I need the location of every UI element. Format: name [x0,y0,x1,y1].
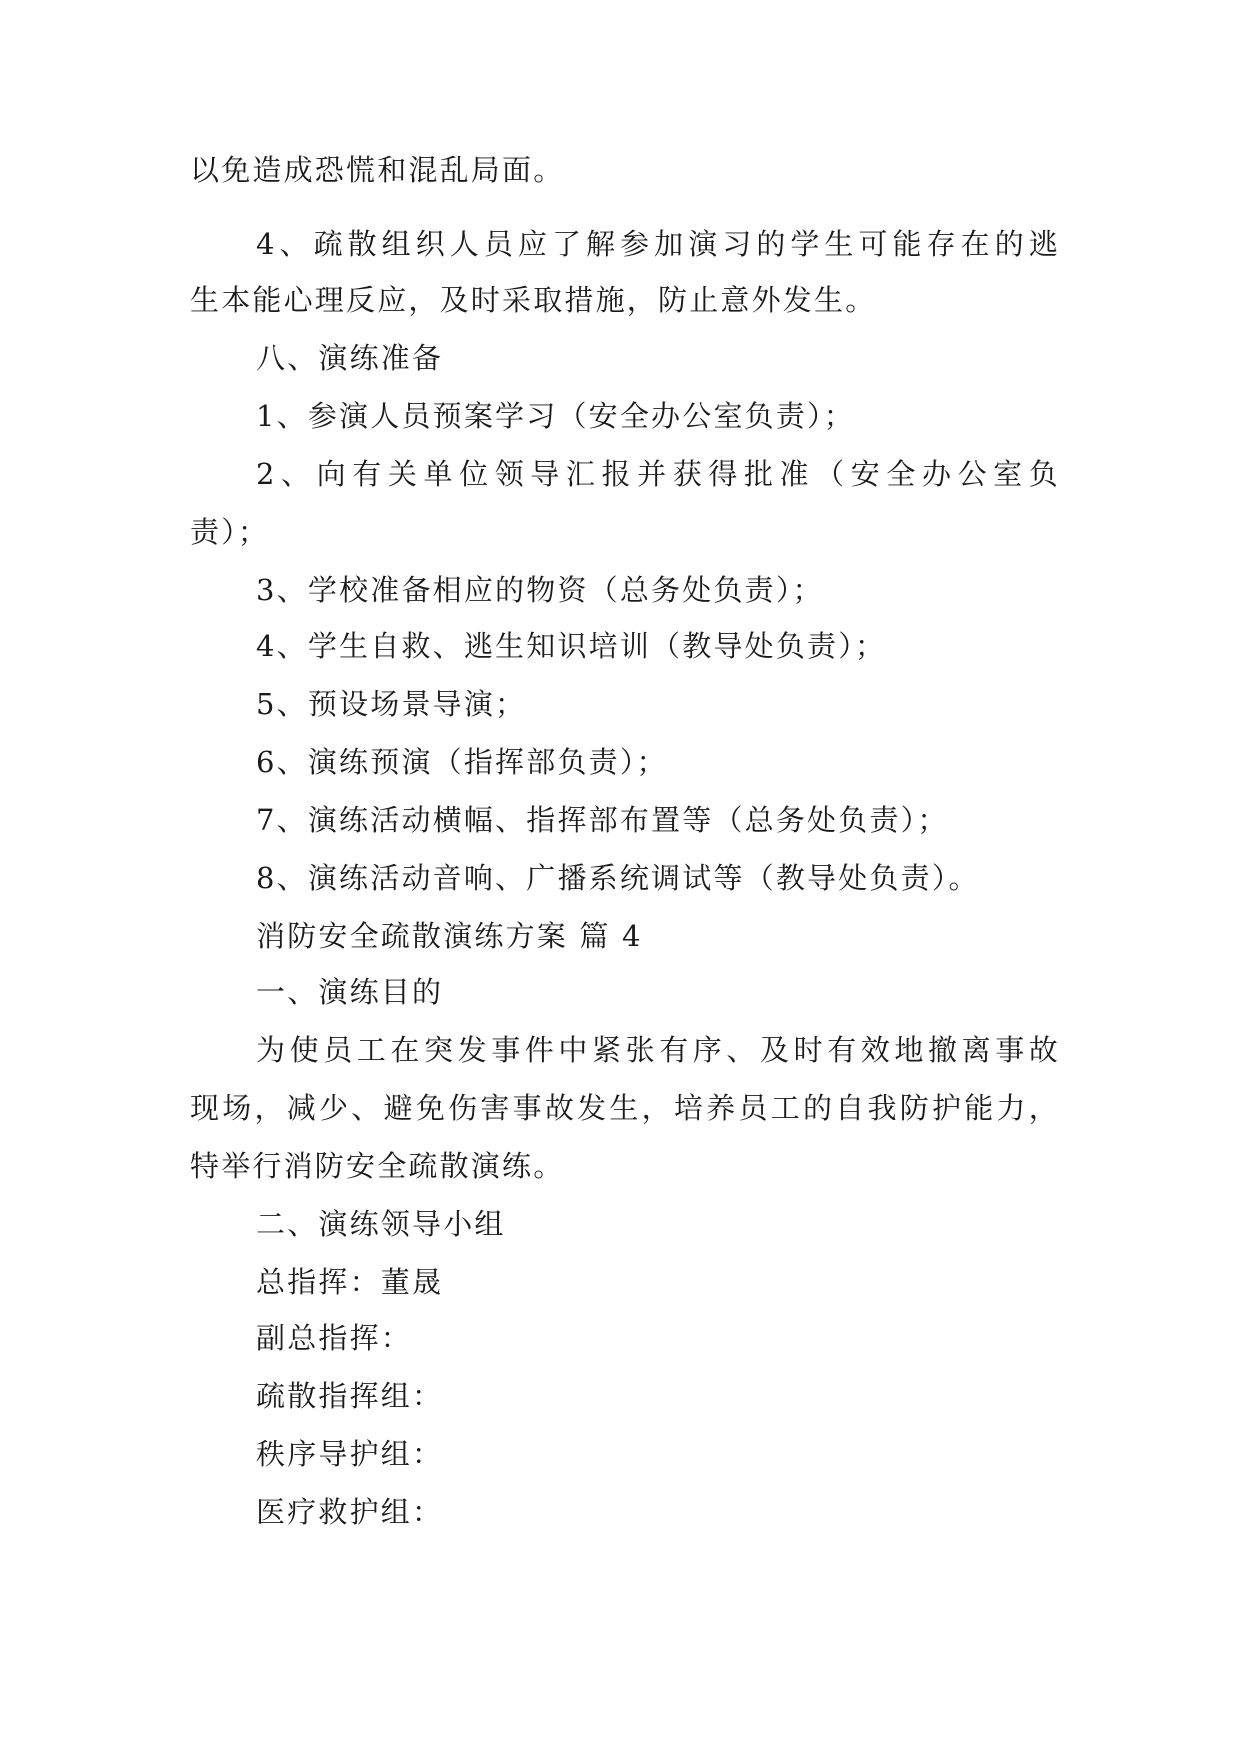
text-line: 3、学校准备相应的物资（总务处负责）； [256,573,824,607]
section-title: 消防安全疏散演练方案 篇 4 [256,919,643,953]
text-line: 4、疏散组织人员应了解参加演习的学生可能存在的逃 [256,227,1060,261]
text-line: 2、向有关单位领导汇报并获得批准（安全办公室负 [256,457,1060,491]
section-heading: 八、演练准备 [256,341,444,375]
text-line: 8、演练活动音响、广播系统调试等（教导处负责）。 [256,861,980,895]
text-line: 生本能心理反应，及时采取措施，防止意外发生。 [190,283,877,317]
text-line: 现场，减少、避免伤害事故发生，培养员工的自我防护能力， [190,1091,1060,1125]
text-line: 6、演练预演（指挥部负责）； [256,745,668,779]
text-line: 秩序导护组： [256,1437,444,1471]
text-line: 4、学生自救、逃生知识培训（教导处负责）； [256,629,887,663]
text-line: 副总指挥： [256,1321,413,1355]
text-line: 5、预设场景导演； [256,687,527,721]
section-heading: 一、演练目的 [256,975,444,1009]
text-line: 特举行消防安全疏散演练。 [190,1149,565,1183]
text-line: 医疗救护组： [256,1495,444,1529]
section-heading: 二、演练领导小组 [256,1207,506,1241]
text-line: 以免造成恐慌和混乱局面。 [190,153,565,187]
text-line: 责）； [190,515,270,549]
text-line: 为使员工在突发事件中紧张有序、及时有效地撤离事故 [256,1033,1060,1067]
text-line: 7、演练活动横幅、指挥部布置等（总务处负责）； [256,803,949,837]
text-line: 疏散指挥组： [256,1379,444,1413]
text-line: 1、参演人员预案学习（安全办公室负责）； [256,399,855,433]
text-line: 总指挥：董晟 [256,1265,444,1299]
